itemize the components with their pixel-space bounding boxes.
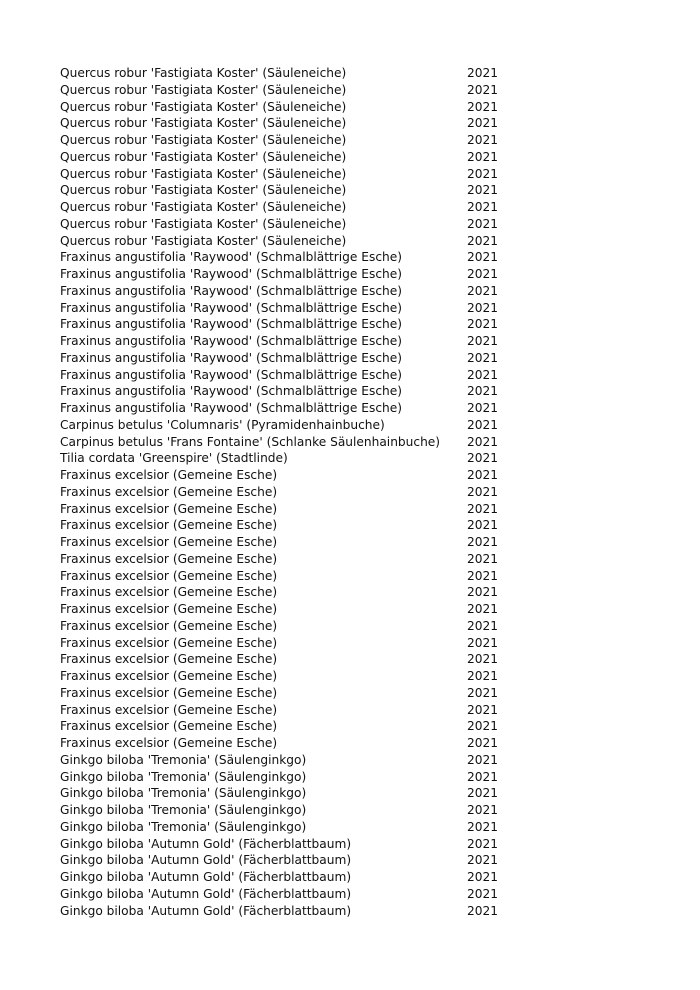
tree-species: Ginkgo biloba 'Tremonia' (Säulenginkgo) — [60, 786, 307, 801]
planting-year: 2021 — [467, 702, 499, 717]
planting-year: 2021 — [467, 669, 499, 683]
table-row — [60, 584, 510, 601]
planting-year: 2021 — [467, 870, 499, 884]
tree-species: Fraxinus excelsior (Gemeine Esche) — [60, 518, 278, 533]
planting-year: 2021 — [467, 166, 499, 181]
tree-species: Quercus robur 'Fastigiata Koster' (Säuleneiche) — [60, 183, 347, 198]
planting-year: 2021 — [467, 434, 499, 449]
planting-year: 2021 — [467, 350, 499, 365]
table-row — [60, 769, 510, 786]
table-row — [60, 685, 510, 702]
tree-species: Fraxinus excelsior (Gemeine Esche) — [60, 719, 278, 734]
table-row — [60, 802, 510, 819]
tree-species: Ginkgo biloba 'Tremonia' (Säulenginkgo) — [60, 769, 307, 784]
table-row — [60, 501, 510, 518]
tree-species: Fraxinus excelsior (Gemeine Esche) — [60, 736, 278, 750]
tree-species: Quercus robur 'Fastigiata Koster' (Säuleneiche) — [60, 99, 347, 114]
table-row — [60, 785, 510, 802]
table-row — [60, 551, 510, 568]
tree-species: Fraxinus angustifolia 'Raywood' (Schmalblättrige Esche) — [60, 283, 402, 298]
table-row — [60, 601, 510, 618]
tree-species: Quercus robur 'Fastigiata Koster' (Säuleneiche) — [60, 166, 347, 181]
tree-species: Fraxinus excelsior (Gemeine Esche) — [60, 585, 278, 600]
table-row — [60, 99, 510, 116]
tree-species: Fraxinus angustifolia 'Raywood' (Schmalblättrige Esche) — [60, 350, 402, 365]
planting-year: 2021 — [467, 417, 499, 432]
table-row — [60, 819, 510, 836]
tree-species: Quercus robur 'Fastigiata Koster' (Säuleneiche) — [60, 216, 347, 231]
table-row — [60, 702, 510, 719]
table-row — [60, 869, 510, 886]
tree-species: Ginkgo biloba 'Autumn Gold' (Fächerblattbaum) — [60, 886, 352, 901]
planting-year: 2021 — [467, 501, 499, 516]
tree-species: Ginkgo biloba 'Autumn Gold' (Fächerblattbaum) — [60, 903, 352, 918]
tree-species: Ginkgo biloba 'Tremonia' (Säulenginkgo) — [60, 752, 307, 767]
planting-year: 2021 — [467, 819, 499, 834]
table-row — [60, 517, 510, 534]
tree-species: Fraxinus excelsior (Gemeine Esche) — [60, 501, 278, 516]
tree-species: Ginkgo biloba 'Autumn Gold' (Fächerblattbaum) — [60, 870, 352, 884]
tree-species: Ginkgo biloba 'Autumn Gold' (Fächerblattbaum) — [60, 853, 352, 868]
tree-species: Quercus robur 'Fastigiata Koster' (Säuleneiche) — [60, 116, 347, 131]
tree-species: Fraxinus excelsior (Gemeine Esche) — [60, 551, 278, 566]
tree-species: Quercus robur 'Fastigiata Koster' (Säuleneiche) — [60, 233, 347, 248]
tree-species: Fraxinus angustifolia 'Raywood' (Schmalblättrige Esche) — [60, 267, 402, 281]
planting-year: 2021 — [467, 367, 499, 382]
table-row — [60, 752, 510, 769]
planting-year: 2021 — [467, 468, 499, 482]
planting-year: 2021 — [467, 719, 499, 734]
table-row — [60, 283, 510, 300]
table-row — [60, 82, 510, 99]
table-row — [60, 635, 510, 652]
table-row — [60, 216, 510, 233]
tree-species: Fraxinus excelsior (Gemeine Esche) — [60, 484, 278, 499]
table-row — [60, 886, 510, 903]
table-row — [60, 233, 510, 250]
table-row — [60, 568, 510, 585]
planting-year: 2021 — [467, 133, 499, 147]
planting-year: 2021 — [467, 149, 499, 164]
planting-year: 2021 — [467, 635, 499, 650]
table-row — [60, 618, 510, 635]
tree-species: Carpinus betulus 'Frans Fontaine' (Schlanke Säulenhainbuche) — [60, 434, 441, 449]
tree-species: Ginkgo biloba 'Autumn Gold' (Fächerblattbaum) — [60, 836, 352, 851]
tree-species: Fraxinus angustifolia 'Raywood' (Schmalblättrige Esche) — [60, 384, 402, 399]
table-row — [60, 266, 510, 283]
table-row — [60, 300, 510, 317]
table-row — [60, 651, 510, 668]
table-row — [60, 316, 510, 333]
planting-year: 2021 — [467, 200, 499, 214]
table-row — [60, 450, 510, 467]
planting-year: 2021 — [467, 886, 499, 901]
planting-year: 2021 — [467, 752, 499, 767]
tree-species: Quercus robur 'Fastigiata Koster' (Säuleneiche) — [60, 133, 347, 147]
tree-species: Fraxinus excelsior (Gemeine Esche) — [60, 602, 278, 616]
table-row — [60, 350, 510, 367]
tree-species: Quercus robur 'Fastigiata Koster' (Säuleneiche) — [60, 200, 347, 214]
table-row — [60, 115, 510, 132]
planting-year: 2021 — [467, 267, 499, 281]
planting-year: 2021 — [467, 903, 499, 918]
table-row — [60, 367, 510, 384]
planting-year: 2021 — [467, 736, 499, 750]
planting-year: 2021 — [467, 116, 499, 131]
planting-year: 2021 — [467, 786, 499, 801]
tree-species: Fraxinus excelsior (Gemeine Esche) — [60, 635, 278, 650]
tree-species: Quercus robur 'Fastigiata Koster' (Säuleneiche) — [60, 66, 347, 80]
table-row — [60, 132, 510, 149]
table-row — [60, 484, 510, 501]
planting-year: 2021 — [467, 585, 499, 600]
table-row — [60, 903, 510, 920]
planting-year: 2021 — [467, 384, 499, 399]
table-row — [60, 65, 510, 82]
table-row — [60, 400, 510, 417]
table-row — [60, 836, 510, 853]
planting-year: 2021 — [467, 317, 499, 332]
tree-species: Ginkgo biloba 'Tremonia' (Säulenginkgo) — [60, 803, 307, 817]
planting-year: 2021 — [467, 233, 499, 248]
tree-species: Fraxinus excelsior (Gemeine Esche) — [60, 468, 278, 482]
planting-year: 2021 — [467, 250, 499, 265]
planting-year: 2021 — [467, 853, 499, 868]
planting-year: 2021 — [467, 535, 499, 549]
tree-species: Fraxinus excelsior (Gemeine Esche) — [60, 652, 278, 667]
planting-year: 2021 — [467, 685, 499, 700]
tree-species: Fraxinus angustifolia 'Raywood' (Schmalblättrige Esche) — [60, 367, 402, 382]
table-row — [60, 249, 510, 266]
planting-year: 2021 — [467, 283, 499, 298]
planting-year: 2021 — [467, 99, 499, 114]
tree-species: Quercus robur 'Fastigiata Koster' (Säuleneiche) — [60, 149, 347, 164]
planting-year: 2021 — [467, 568, 499, 583]
planting-year: 2021 — [467, 216, 499, 231]
table-row — [60, 467, 510, 484]
tree-species: Fraxinus angustifolia 'Raywood' (Schmalblättrige Esche) — [60, 300, 402, 315]
tree-species: Fraxinus angustifolia 'Raywood' (Schmalblättrige Esche) — [60, 317, 402, 332]
table-row — [60, 434, 510, 451]
planting-year: 2021 — [467, 652, 499, 667]
planting-year: 2021 — [467, 451, 499, 466]
planting-year: 2021 — [467, 551, 499, 566]
tree-species: Fraxinus angustifolia 'Raywood' (Schmalblättrige Esche) — [60, 334, 402, 348]
tree-species: Fraxinus excelsior (Gemeine Esche) — [60, 535, 278, 549]
tree-species: Fraxinus excelsior (Gemeine Esche) — [60, 685, 278, 700]
planting-year: 2021 — [467, 334, 499, 348]
table-row — [60, 668, 510, 685]
planting-year: 2021 — [467, 602, 499, 616]
planting-year: 2021 — [467, 300, 499, 315]
table-row — [60, 417, 510, 434]
table-row — [60, 333, 510, 350]
tree-species: Fraxinus excelsior (Gemeine Esche) — [60, 702, 278, 717]
tree-species: Tilia cordata 'Greenspire' (Stadtlinde) — [60, 451, 288, 466]
planting-year: 2021 — [467, 401, 499, 415]
tree-species: Fraxinus excelsior (Gemeine Esche) — [60, 618, 278, 633]
table-row — [60, 852, 510, 869]
tree-species: Fraxinus excelsior (Gemeine Esche) — [60, 669, 278, 683]
tree-species: Fraxinus angustifolia 'Raywood' (Schmalblättrige Esche) — [60, 250, 402, 265]
planting-year: 2021 — [467, 82, 499, 97]
tree-planting-list — [60, 65, 510, 919]
table-row — [60, 182, 510, 199]
tree-species: Carpinus betulus 'Columnaris' (Pyramidenhainbuche) — [60, 417, 385, 432]
planting-year: 2021 — [467, 518, 499, 533]
planting-year: 2021 — [467, 183, 499, 198]
tree-species: Quercus robur 'Fastigiata Koster' (Säuleneiche) — [60, 82, 347, 97]
tree-species: Fraxinus excelsior (Gemeine Esche) — [60, 568, 278, 583]
planting-year: 2021 — [467, 484, 499, 499]
table-row — [60, 718, 510, 735]
tree-species: Ginkgo biloba 'Tremonia' (Säulenginkgo) — [60, 819, 307, 834]
table-row — [60, 149, 510, 166]
planting-year: 2021 — [467, 803, 499, 817]
planting-year: 2021 — [467, 618, 499, 633]
tree-species: Fraxinus angustifolia 'Raywood' (Schmalblättrige Esche) — [60, 401, 402, 415]
table-row — [60, 534, 510, 551]
table-row — [60, 383, 510, 400]
table-row — [60, 199, 510, 216]
planting-year: 2021 — [467, 836, 499, 851]
table-row — [60, 166, 510, 183]
planting-year: 2021 — [467, 769, 499, 784]
planting-year: 2021 — [467, 66, 499, 80]
table-row — [60, 735, 510, 752]
